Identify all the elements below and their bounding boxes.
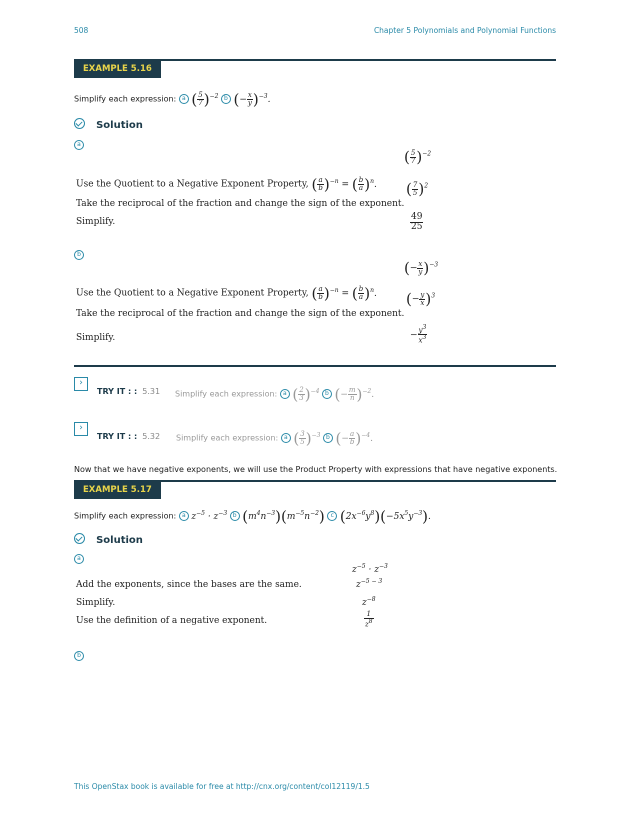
solution-heading: Solution [74,113,143,132]
e2-a-step-3: Use the definition of a negative exponent. [76,616,268,626]
try-it-prompt: Simplify each expression: a ( $\frac{2}{3}$ )$^{-4}$ b (− $\frac{m}{n}$ )$^{-2}$. [175,385,375,403]
try-it-prompt: Simplify each expression: a ( $\frac{3}{5}$ )$^{-3}$ b (− $\frac{a}{b}$ )$^{-4}$. [176,429,373,447]
page-number: 508 [74,26,89,35]
chevron-right-icon[interactable]: › [74,422,88,436]
part-b-marker: b [74,651,84,661]
b-expr-1: (− $\frac{x}{y}$ )$^{-3}$ [404,259,439,277]
prompt-text: Simplify each expression: [74,94,177,104]
e2-a-expr-2: $z^{-5 - 3}$ [356,578,383,590]
b-step-2: Take the reciprocal of the fraction and change the sign of the exponent. [76,309,405,319]
a-step-1: Use the Quotient to a Negative Exponent Property, ( $\frac{a}{b}$ )$^{-n}$ = ( $\frac{b}{a}$ )$^n$. [76,175,377,193]
part-b-marker: b [221,94,231,104]
e2-a-result: $\frac{1}{z^8}$ [365,610,373,629]
a-step-2: Take the reciprocal of the fraction and change the sign of the exponent. [76,199,405,209]
solution-heading: Solution [74,528,143,547]
b-step-3: Simplify. [76,333,116,343]
example-label: EXAMPLE 5.17 [74,482,161,499]
try-it-header: TRY IT : : 5.32 [97,432,161,441]
part-a-marker: a [74,140,84,150]
try-it-header: TRY IT : : 5.31 [97,387,161,396]
b-expr-2: (− $\frac{y}{x}$ )$^3$ [406,290,436,308]
e2-a-expr-1: $z^{-5} \cdot z^{-3}$ [352,563,388,575]
example-prompt: Simplify each expression: a ( $\frac{5}{7}$ )$^{-2}$ b (− $\frac{x}{y}$ )$^{-3}$. [74,90,271,108]
a-step-3: Simplify. [76,217,116,227]
part-a-marker: a [74,554,84,564]
transition-paragraph: Now that we have negative exponents, we will use the Product Property with expressions that have negative exponents. [74,465,558,474]
b-step-1: Use the Quotient to a Negative Exponent Property, ( $\frac{a}{b}$ )$^{-n}$ = ( $\frac{b}{a}$ )$^n$. [76,284,377,302]
a-expr-1: ( $\frac{5}{7}$ )$^{-2}$ [404,148,432,166]
e2-a-step-2: Simplify. [76,598,116,608]
footer-link[interactable]: This OpenStax book is available for free at http://cnx.org/content/col12119/1.5 [74,782,370,791]
e2-a-expr-3: $z^{-8}$ [362,596,376,608]
e2-a-step-1: Add the exponents, since the bases are the same. [76,580,302,590]
example-prompt: Simplify each expression: a $z^{-5} \cdot z^{-3}$ b $(m^4n^{-3})(m^{-5}n^{-2})$ c $(2x^{-6}y^8)(-5x^5y^{-3})$. [74,507,431,525]
chevron-right-icon[interactable]: › [74,377,88,391]
part-a-marker: a [179,94,189,104]
a-expr-2: ( $\frac{7}{5}$ )$^2$ [406,180,429,198]
section-divider [74,365,556,367]
part-b-marker: b [74,250,84,260]
check-icon [74,118,85,129]
check-icon [74,533,85,544]
chapter-title: Chapter 5 Polynomials and Polynomial Functions [373,26,556,35]
a-result: $\frac{49}{25}$ [411,212,423,232]
b-result: − $\frac{y^3}{x^3}$ [410,324,427,345]
example-label: EXAMPLE 5.16 [74,61,161,78]
